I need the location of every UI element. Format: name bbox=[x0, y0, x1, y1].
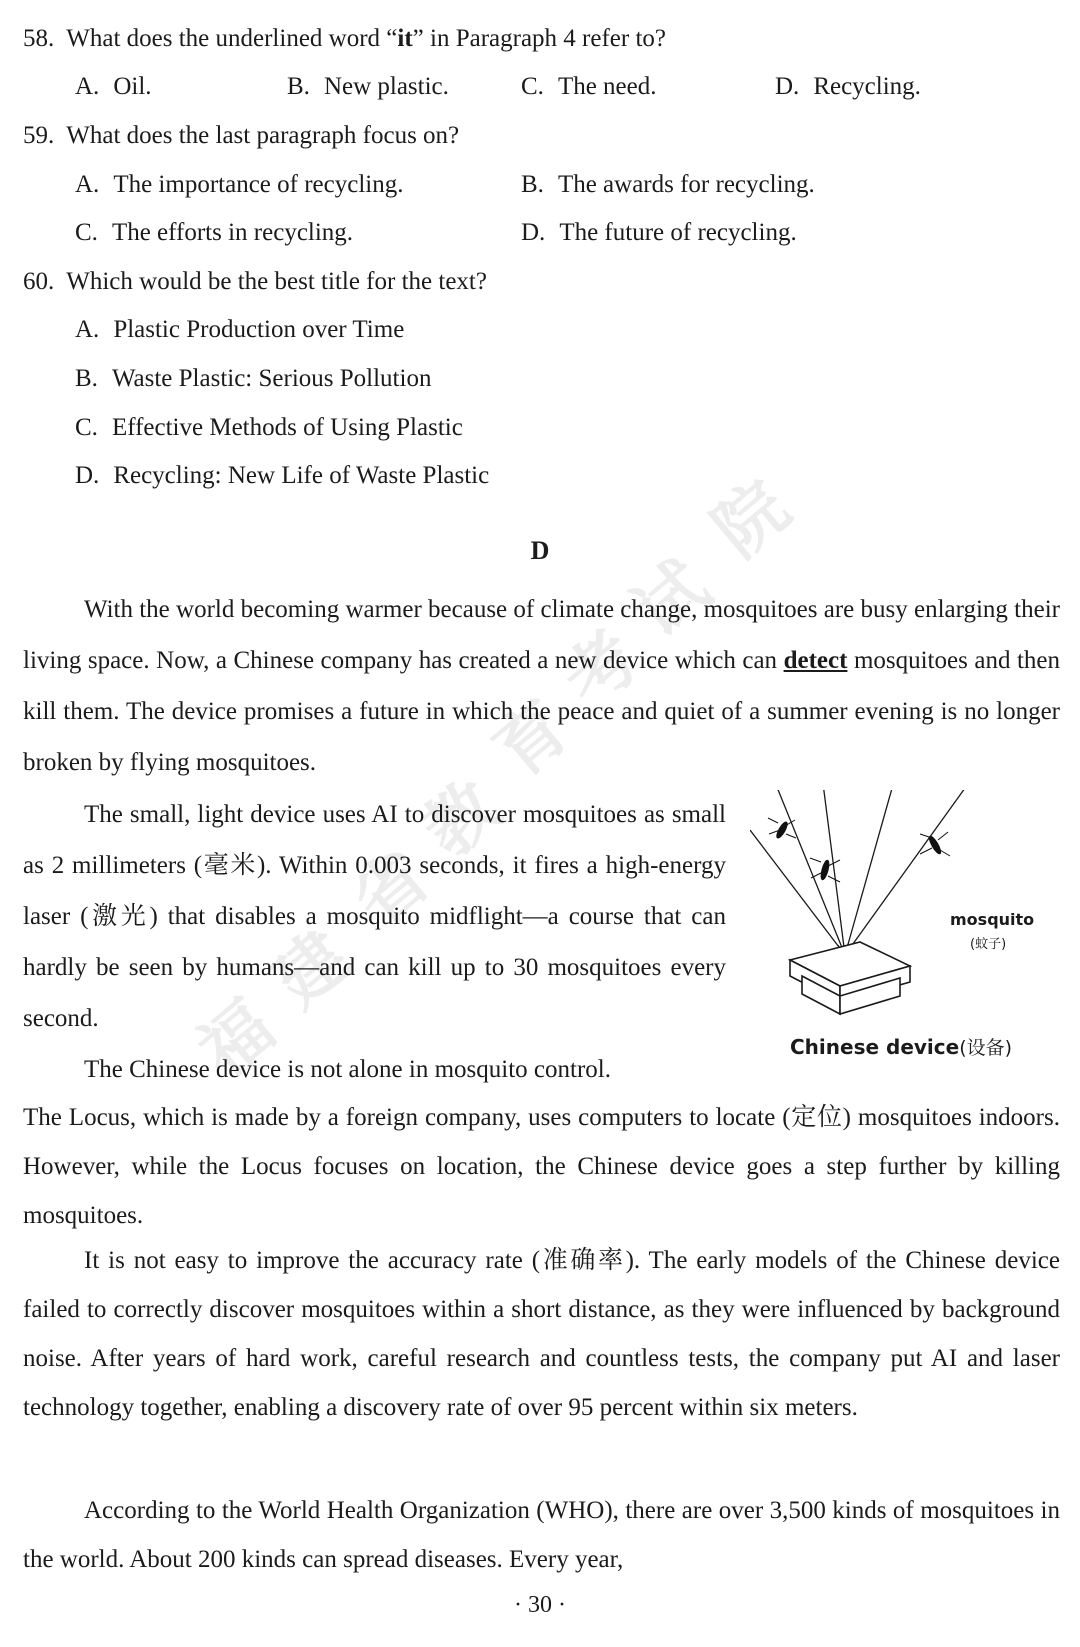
question-bold-word: it bbox=[397, 25, 413, 52]
option-59-b: B. The awards for recycling. bbox=[521, 171, 815, 198]
watermark-char: 省 bbox=[337, 834, 445, 944]
question-number: 58. bbox=[23, 25, 55, 52]
passage-paragraph-4: It is not easy to improve the accuracy rate (准确率). The early models of the Chinese device failed to correctly discover mosquitoes within a short distance, as they were influenced by background noise. After years of hard work, careful research and countless tests, the company put AI and laser technology together, enabling a discovery rate of over 95 percent within six meters. bbox=[23, 1247, 1060, 1421]
option-60-b: B. Waste Plastic: Serious Pollution bbox=[75, 365, 432, 392]
question-text: Which would be the best title for the text? bbox=[66, 268, 487, 295]
watermark-char: 教 bbox=[407, 764, 515, 874]
underlined-keyword: detect bbox=[783, 647, 848, 674]
option-59-d: D. The future of recycling. bbox=[521, 219, 797, 246]
mosquito-label: mosquito bbox=[950, 910, 1035, 929]
option-60-d: D. Recycling: New Life of Waste Plastic bbox=[75, 462, 490, 489]
option-58-a: A. Oil. bbox=[75, 73, 152, 100]
option-58-c: C. The need. bbox=[521, 73, 657, 100]
question-60 bbox=[23, 265, 487, 299]
passage-paragraph-3-start: The Chinese device is not alone in mosquito control. bbox=[84, 1056, 611, 1083]
question-text: ” in Paragraph 4 refer to? bbox=[412, 25, 667, 52]
question-text: What does the last paragraph focus on? bbox=[66, 122, 460, 149]
passage-paragraph-2: The small, light device uses AI to discover mosquitoes as small as 2 millimeters (毫米). Within 0.003 seconds, it fires a high-energy laser (激光) that disables a mosquito midflight—a course that can hardly be seen by humans—and can kill up to 30 mosquitoes every second. bbox=[23, 801, 726, 1032]
device-body bbox=[790, 942, 910, 1014]
option-58-b: B. New plastic. bbox=[287, 73, 449, 100]
figure-caption: Chinese device(设备) bbox=[790, 1035, 1013, 1059]
watermark-char: 育 bbox=[477, 684, 585, 794]
option-59-a: A. The importance of recycling. bbox=[75, 171, 404, 198]
mosquito-label-cn: (蚊子) bbox=[970, 937, 1007, 952]
watermark-char: 建 bbox=[257, 914, 365, 1024]
question-59 bbox=[23, 119, 459, 153]
section-heading: D bbox=[530, 536, 550, 565]
question-text: What does the underlined word “ bbox=[66, 25, 398, 52]
option-58-d: D. Recycling. bbox=[775, 73, 921, 100]
mosquito-icon bbox=[768, 818, 796, 839]
watermark-char: 考 bbox=[547, 614, 655, 724]
watermark-char: 院 bbox=[697, 464, 805, 574]
option-60-a: A. Plastic Production over Time bbox=[75, 316, 405, 343]
page-number: · 30 · bbox=[514, 1592, 566, 1618]
watermark-char: 试 bbox=[617, 544, 725, 654]
passage-paragraph-3-rest: The Locus, which is made by a foreign company, uses computers to locate (定位) mosquitoes indoors. However, while the Locus focuses on location, the Chinese device goes a step further by killing mosquitoes. bbox=[23, 1104, 1060, 1229]
option-59-c: C. The efforts in recycling. bbox=[75, 219, 354, 246]
option-60-c: C. Effective Methods of Using Plastic bbox=[75, 414, 463, 441]
question-58 bbox=[23, 22, 666, 56]
question-number: 60. bbox=[23, 268, 55, 295]
laser-beams bbox=[750, 790, 978, 955]
passage-paragraph-5: According to the World Health Organization (WHO), there are over 3,500 kinds of mosquitoes in the world. About 200 kinds can spread diseases. Every year, bbox=[23, 1497, 1060, 1573]
question-number: 59. bbox=[23, 122, 55, 149]
watermark-char: 福 bbox=[182, 984, 290, 1094]
passage-paragraph-1: With the world becoming warmer because of climate change, mosquitoes are busy enlarging their living space. Now, a Chinese company has created a new device which can detect mosquitoes and then kill them. The device promises a future in which the peace and quiet of a summer evening is no longer broken by flying mosquitoes. bbox=[23, 596, 1060, 776]
